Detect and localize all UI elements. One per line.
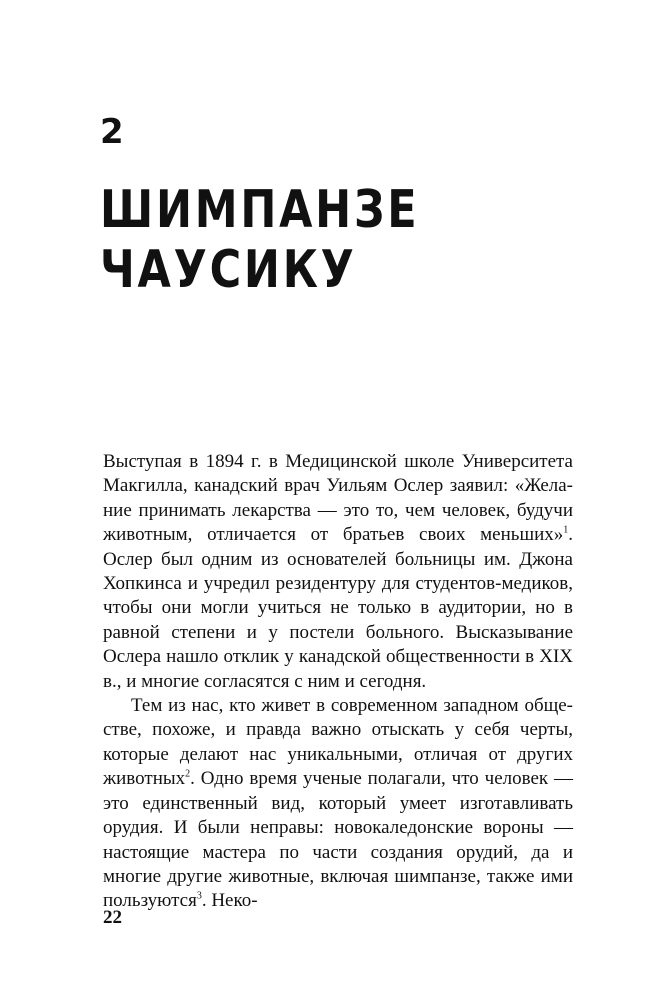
chapter-title-line-2: ЧАУСИКУ (100, 240, 357, 300)
page-number: 22 (103, 907, 122, 928)
paragraph-text: Тем из нас, кто живет в современном западном обществе, похоже, и правда важно отыскать у себя черты, которые делают нас уникальными, отличая от других животных (103, 695, 573, 790)
paragraph-1 (103, 450, 573, 694)
chapter-title-line-1: ШИМПАНЗЕ (100, 180, 420, 240)
footnote-marker: 2 (185, 768, 191, 780)
paragraph-text: . Неко- (201, 890, 258, 912)
chapter-number: 2 (100, 112, 125, 152)
footnote-marker: 1 (563, 524, 569, 536)
footnote-marker: 3 (196, 890, 202, 902)
body-text (103, 450, 573, 914)
paragraph-text: Выступая в 1894 г. в Медицинской школе Университета Макгилла, канадский врач Уильям Ослер заявил: «Желание принимать лекарства — это то, чем человек, будучи животным, отличается от братьев своих меньших» (103, 451, 573, 546)
chapter-title (100, 180, 419, 300)
paragraph-text: . Одно время ученые полагали, что человек — это единственный вид, который умеет изготавливать орудия. И были неправы: новокаледонские вороны — настоящие мастера по части создания орудий, да и многие другие животные, включая шимпанзе, также ими пользуются (103, 768, 573, 912)
paragraph-text: . Ослер был одним из основателей больницы им. Джона Хопкинса и учредил резидентуру для студентов-медиков, чтобы они могли учиться не только в аудитории, но в равной степени и у постели больного. Высказывание Ослера нашло отклик у канадской общественности в XIX в., и многие согласятся с ним и сегодня. (103, 524, 573, 692)
paragraph-2 (103, 694, 573, 914)
